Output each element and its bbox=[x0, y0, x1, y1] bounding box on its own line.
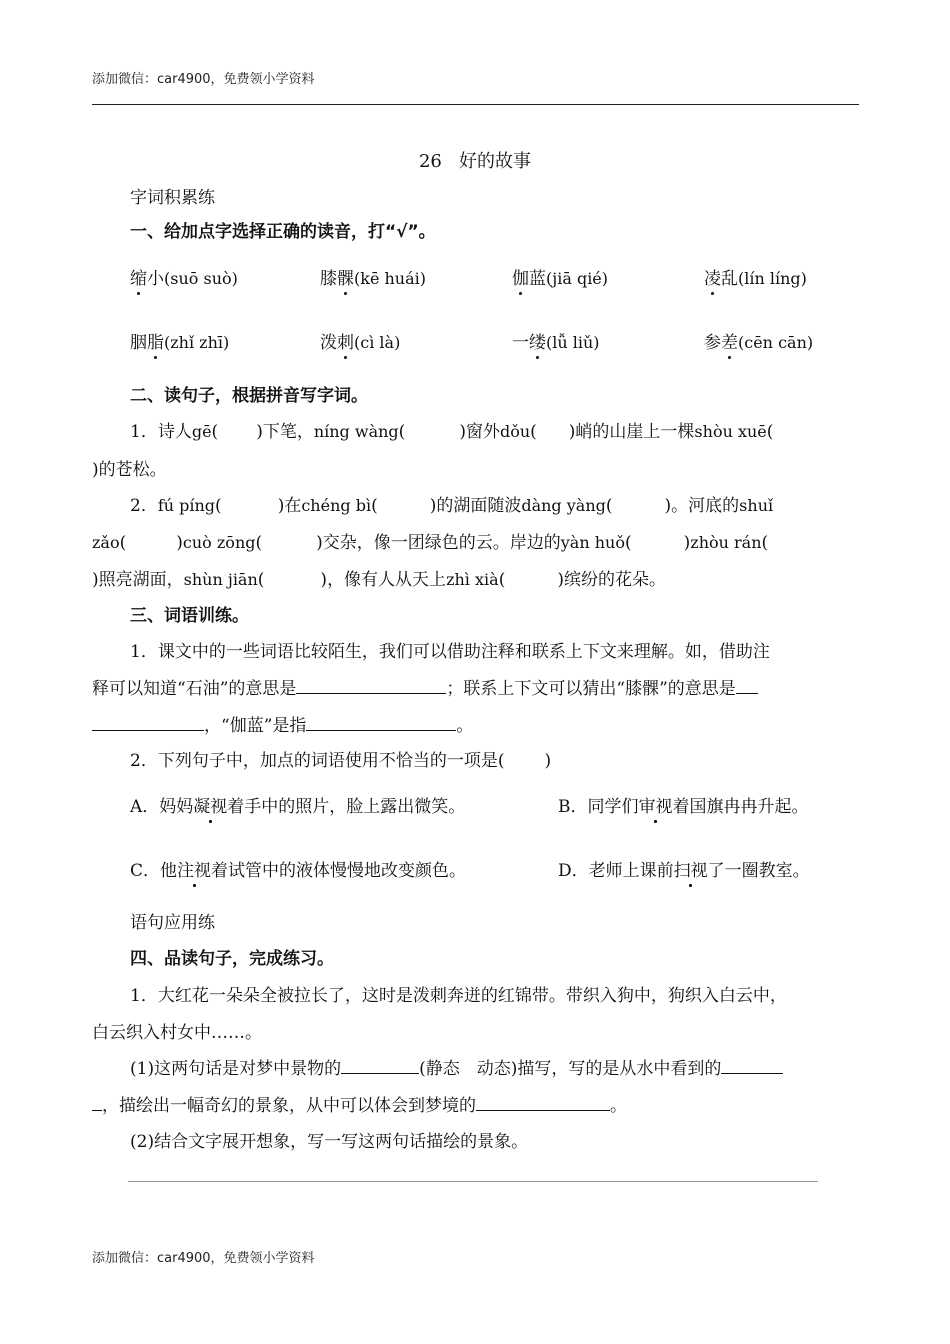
q1-item-7: 一缕(lǚ liǔ) bbox=[512, 328, 600, 353]
answer-blank[interactable] bbox=[476, 1094, 610, 1111]
dotted-word: 凝视 bbox=[193, 792, 227, 817]
answer-blank[interactable] bbox=[92, 1094, 102, 1111]
footer-note: 添加微信：car4900，免费领小学资料 bbox=[92, 1251, 315, 1266]
q1-item-1: 缩小(suō suò) bbox=[130, 264, 238, 289]
dotted-word: 审视 bbox=[639, 792, 673, 817]
dotted-word: 注视 bbox=[177, 856, 211, 881]
q3-s1-line3: ，“伽蓝”是指 。 bbox=[92, 711, 473, 736]
lesson-title bbox=[0, 147, 950, 173]
writing-line[interactable] bbox=[128, 1181, 818, 1182]
q4-sub1-line2: ，描绘出一幅奇幻的景象，从中可以体会到梦境的 。 bbox=[92, 1091, 627, 1116]
q1-item-4: 凌乱(lín líng) bbox=[704, 264, 807, 289]
answer-blank[interactable] bbox=[296, 677, 446, 694]
section-heading-sentence: 语句应用练 bbox=[130, 913, 215, 933]
q4-quote-line2: 白云织入村女中……。 bbox=[92, 1023, 262, 1043]
section-heading-vocab: 字词积累练 bbox=[130, 188, 215, 208]
q2-sentence-2-line1: 2．fú píng( )在chéng bì( )的湖面随波dàng yàng( )。河底的shuǐ bbox=[130, 496, 774, 516]
answer-blank[interactable] bbox=[341, 1057, 419, 1074]
q3-option-a: A．妈妈凝视着手中的照片，脸上露出微笑。 bbox=[130, 792, 465, 817]
q2-title: 二、读句子，根据拼音写字词。 bbox=[130, 386, 368, 406]
q4-quote-line1: 1．大红花一朵朵全被拉长了，这时是泼刺奔迸的红锦带。带织入狗中，狗织入白云中， bbox=[130, 986, 787, 1006]
q3-s1-line1: 1．课文中的一些词语比较陌生，我们可以借助注释和联系上下文来理解。如，借助注 bbox=[130, 642, 770, 662]
q1-item-5: 胭脂(zhǐ zhī) bbox=[130, 328, 229, 353]
answer-blank[interactable] bbox=[721, 1057, 783, 1074]
q2-sentence-1-line2: )的苍松。 bbox=[92, 460, 167, 480]
q1-title: 一、给加点字选择正确的读音，打“√”。 bbox=[130, 222, 436, 242]
answer-blank[interactable] bbox=[306, 714, 456, 731]
q3-option-b: B．同学们审视着国旗冉冉升起。 bbox=[558, 792, 809, 817]
q1-item-6: 泼刺(cì là) bbox=[320, 328, 400, 353]
q3-option-c: C．他注视着试管中的液体慢慢地改变颜色。 bbox=[130, 856, 466, 881]
q3-title: 三、词语训练。 bbox=[130, 606, 249, 626]
lesson-name: 好的故事 bbox=[459, 151, 532, 172]
q4-sub1-line1: (1)这两句话是对梦中景物的 (静态 动态)描写，写的是从水中看到的 bbox=[130, 1054, 783, 1079]
q1-item-3: 伽蓝(jiā qié) bbox=[512, 264, 608, 289]
q1-item-8: 参差(cēn cān) bbox=[704, 328, 813, 353]
q2-sentence-2-line3: )照亮湖面，shùn jiān( )，像有人从天上zhì xià( )缤纷的花朵。 bbox=[92, 570, 666, 590]
q2-sentence-2-line2: zǎo( )cuò zōng( )交杂，像一团绿色的云。岸边的yàn huǒ( )zhòu rán( bbox=[92, 533, 769, 553]
header-note: 添加微信：car4900，免费领小学资料 bbox=[92, 72, 315, 87]
q3-option-d: D．老师上课前扫视了一圈教室。 bbox=[558, 856, 810, 881]
q3-s2: 2．下列句子中，加点的词语使用不恰当的一项是( ) bbox=[130, 751, 552, 771]
dotted-word: 扫视 bbox=[674, 856, 708, 881]
q1-item-2: 膝髁(kē huái) bbox=[320, 264, 426, 289]
answer-blank[interactable] bbox=[92, 714, 204, 731]
header-divider bbox=[92, 104, 859, 105]
q4-title: 四、品读句子，完成练习。 bbox=[130, 949, 334, 969]
q4-sub2: (2)结合文字展开想象，写一写这两句话描绘的景象。 bbox=[130, 1132, 529, 1152]
answer-blank[interactable] bbox=[736, 677, 758, 694]
q2-sentence-1-line1: 1．诗人gē( )下笔，níng wàng( )窗外dǒu( )峭的山崖上一棵shòu xuē( bbox=[130, 422, 774, 442]
q3-s1-line2: 释可以知道“石油”的意思是 ；联系上下文可以猜出“膝髁”的意思是 bbox=[92, 674, 758, 699]
lesson-number: 26 bbox=[418, 151, 442, 172]
